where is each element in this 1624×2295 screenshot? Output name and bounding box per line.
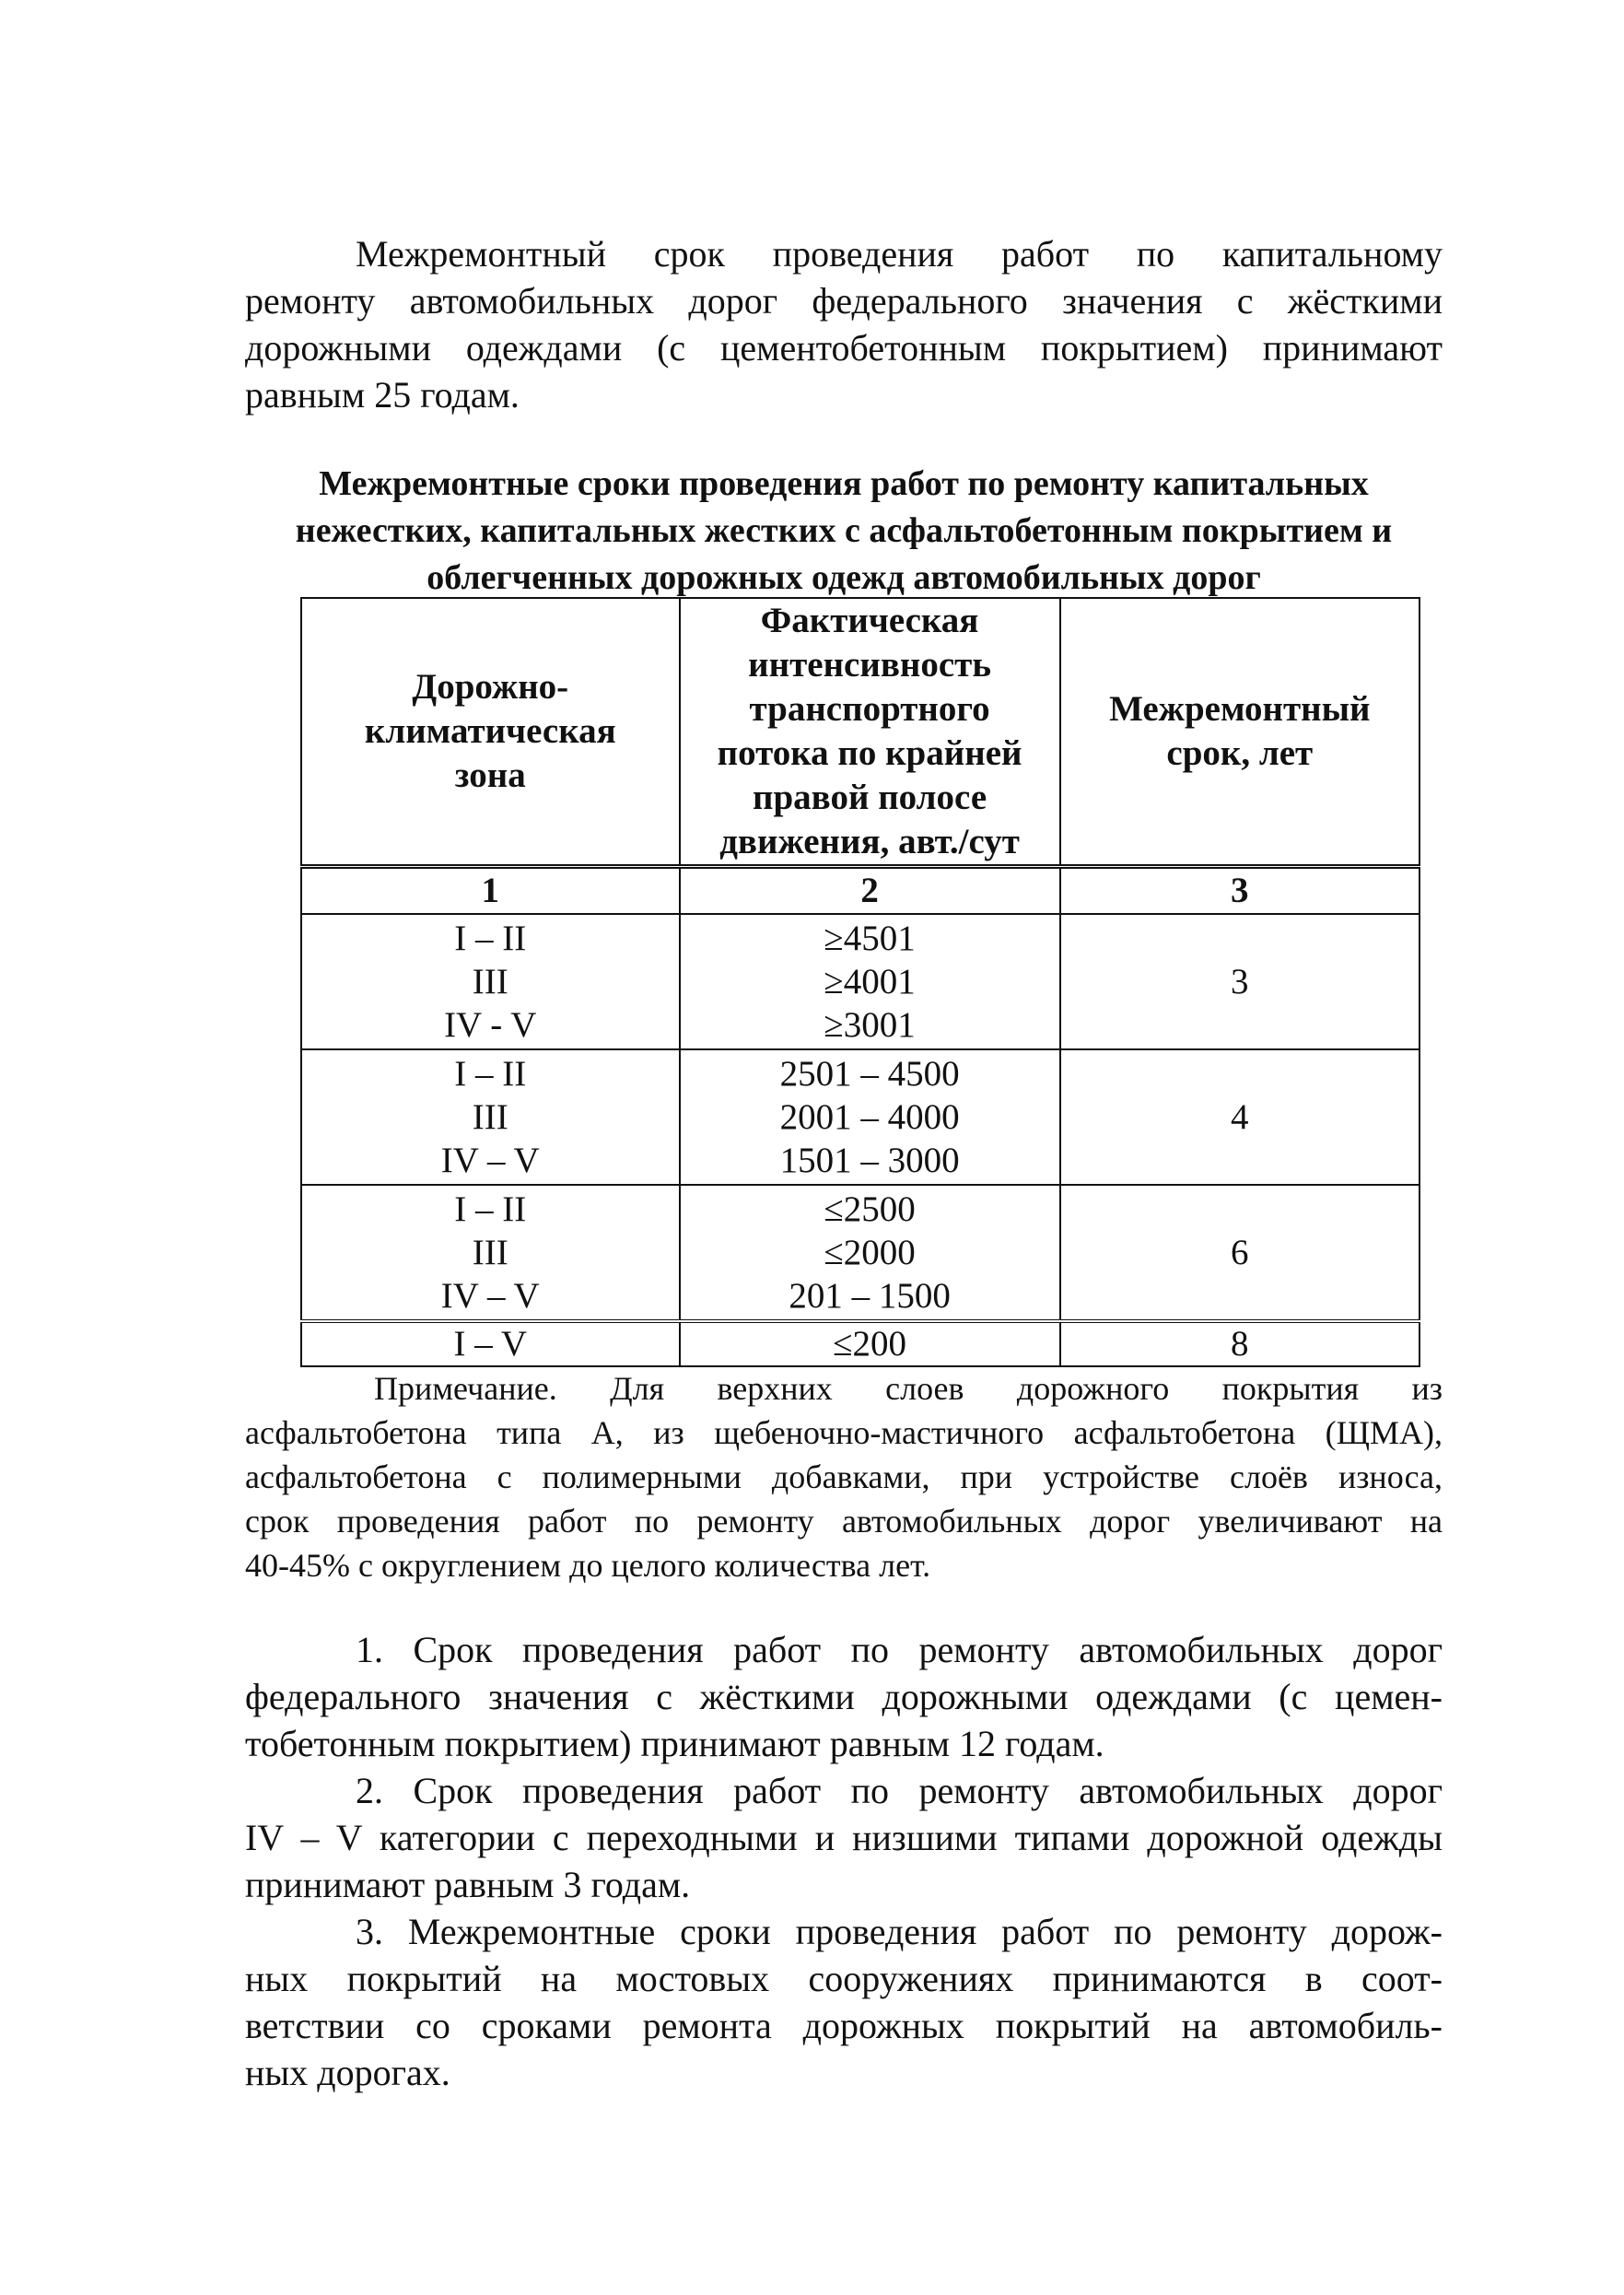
table-row (301, 1321, 1420, 1366)
zone-cell: I – V (301, 1321, 680, 1366)
intensity-cell: ≤2500 ≤2000 201 – 1500 (680, 1185, 1060, 1321)
table-title-line: облегченных дорожных одежд автомобильных дорог (426, 558, 1261, 597)
note-line: асфальтобетона типа А, из щебеночно-мастичного асфальтобетона (ЩМА), (245, 1414, 1443, 1451)
table-header-row (301, 598, 1420, 867)
column-number: 3 (1060, 867, 1420, 915)
numbered-items (245, 1626, 1443, 2096)
list-item: 3. Межремонтные сроки проведения работ по ремонту дорож- ных покрытий на мостовых сооружениях принимаются в соот- ветствии со сроками ремонта дорожных покрытий на автомобиль- ных дорогах. (245, 1911, 1443, 2093)
table-note (245, 1366, 1443, 1587)
intensity-cell: ≤200 (680, 1321, 1060, 1366)
table-title-line: Межремонтные сроки проведения работ по ремонту капитальных (319, 464, 1369, 503)
zone-cell: I – II III IV – V (301, 1185, 680, 1321)
header-zone: Дорожно- климатическая зона (301, 598, 680, 867)
table-row (301, 1185, 1420, 1321)
intensity-cell: ≥4501 ≥4001 ≥3001 (680, 914, 1060, 1049)
period-cell: 4 (1060, 1049, 1420, 1185)
period-cell: 3 (1060, 914, 1420, 1049)
intro-line: ремонту автомобильных дорог федерального значения с жёсткими (245, 280, 1443, 322)
note-line: асфальтобетона с полимерными добавками, при устройстве слоёв износа, (245, 1458, 1443, 1495)
note-line: 40-45% с округлением до целого количества лет. (245, 1547, 931, 1584)
table-row (301, 1049, 1420, 1185)
intro-line: Межремонтный срок проведения работ по капитальному (356, 233, 1443, 275)
list-item: 2. Срок проведения работ по ремонту автомобильных дорог IV – V категории с переходными и низшими типами дорожной одежды принимают равным 3 годам. (245, 1770, 1443, 1905)
period-cell: 8 (1060, 1321, 1420, 1366)
column-number-row (301, 867, 1420, 915)
table-title (245, 461, 1443, 602)
period-cell: 6 (1060, 1185, 1420, 1321)
repair-intervals-table (300, 597, 1420, 1367)
header-intensity: Фактическая интенсивность транспортного потока по крайней правой полосе движения, авт./сут (680, 598, 1060, 867)
table-row (301, 914, 1420, 1049)
zone-cell: I – II III IV – V (301, 1049, 680, 1185)
intro-line: равным 25 годам. (245, 374, 520, 416)
zone-cell: I – II III IV - V (301, 914, 680, 1049)
intro-paragraph (245, 230, 1443, 418)
header-period: Межремонтный срок, лет (1060, 598, 1420, 867)
column-number: 1 (301, 867, 680, 915)
column-number: 2 (680, 867, 1060, 915)
intensity-cell: 2501 – 4500 2001 – 4000 1501 – 3000 (680, 1049, 1060, 1185)
list-item: 1. Срок проведения работ по ремонту автомобильных дорог федерального значения с жёсткими дорожными одеждами (с цемен- тобетонным покрытием) принимают равным 12 годам. (245, 1629, 1443, 1764)
intro-line: дорожными одеждами (с цементобетонным покрытием) принимают (245, 327, 1443, 369)
table-title-line: нежестких, капитальных жестких с асфальтобетонным покрытием и (295, 511, 1393, 550)
note-line: Примечание. Для верхних слоев дорожного покрытия из (374, 1370, 1443, 1407)
note-line: срок проведения работ по ремонту автомобильных дорог увеличивают на (245, 1503, 1443, 1540)
